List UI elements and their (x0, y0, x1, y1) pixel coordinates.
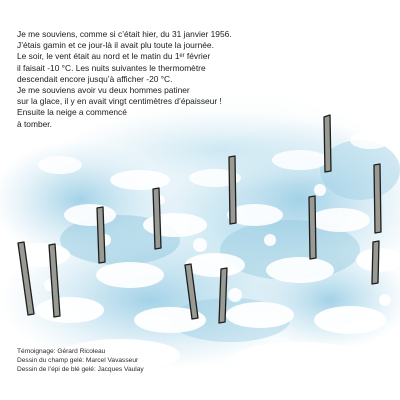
story-line: descendait encore jusqu’à afficher -20 °C. (17, 73, 173, 84)
stalk (219, 268, 227, 323)
credit-wheat-drawing: Dessin de l’épi de blé gelé: Jacques Vaulay (17, 366, 144, 373)
story-line: il faisait -10 °C. Les nuits suivantes le thermomètre (17, 62, 206, 73)
story-line: Je me souviens avoir vu deux hommes patiner (17, 85, 190, 96)
story-line: Je me souviens, comme si c’était hier, du 31 janvier 1956. (17, 29, 232, 39)
credit-field-drawing: Dessin du champ gelé: Marcel Vavasseur (17, 357, 139, 364)
stalk (372, 241, 379, 284)
credits (17, 347, 317, 374)
story-line: à tomber. (17, 118, 52, 129)
stalk (153, 188, 161, 249)
credit-testimony: Témoignage: Gérard Ricoleau (17, 348, 106, 355)
stalk (97, 207, 105, 263)
stalk (309, 196, 316, 259)
story-text (17, 29, 317, 130)
story-line: J’étais gamin et ce jour-là il avait plu toute la journée. (17, 40, 214, 51)
story-line: Le soir, le vent était au nord et le matin du 1ᵉʳ février (17, 51, 211, 62)
stalk (374, 164, 381, 233)
stalk (324, 115, 331, 172)
story-line: Ensuite la neige a commencé (17, 107, 127, 118)
story-line: sur la glace, il y en avait vingt centimètres d’épaisseur ! (17, 96, 222, 107)
stalk (229, 156, 236, 224)
